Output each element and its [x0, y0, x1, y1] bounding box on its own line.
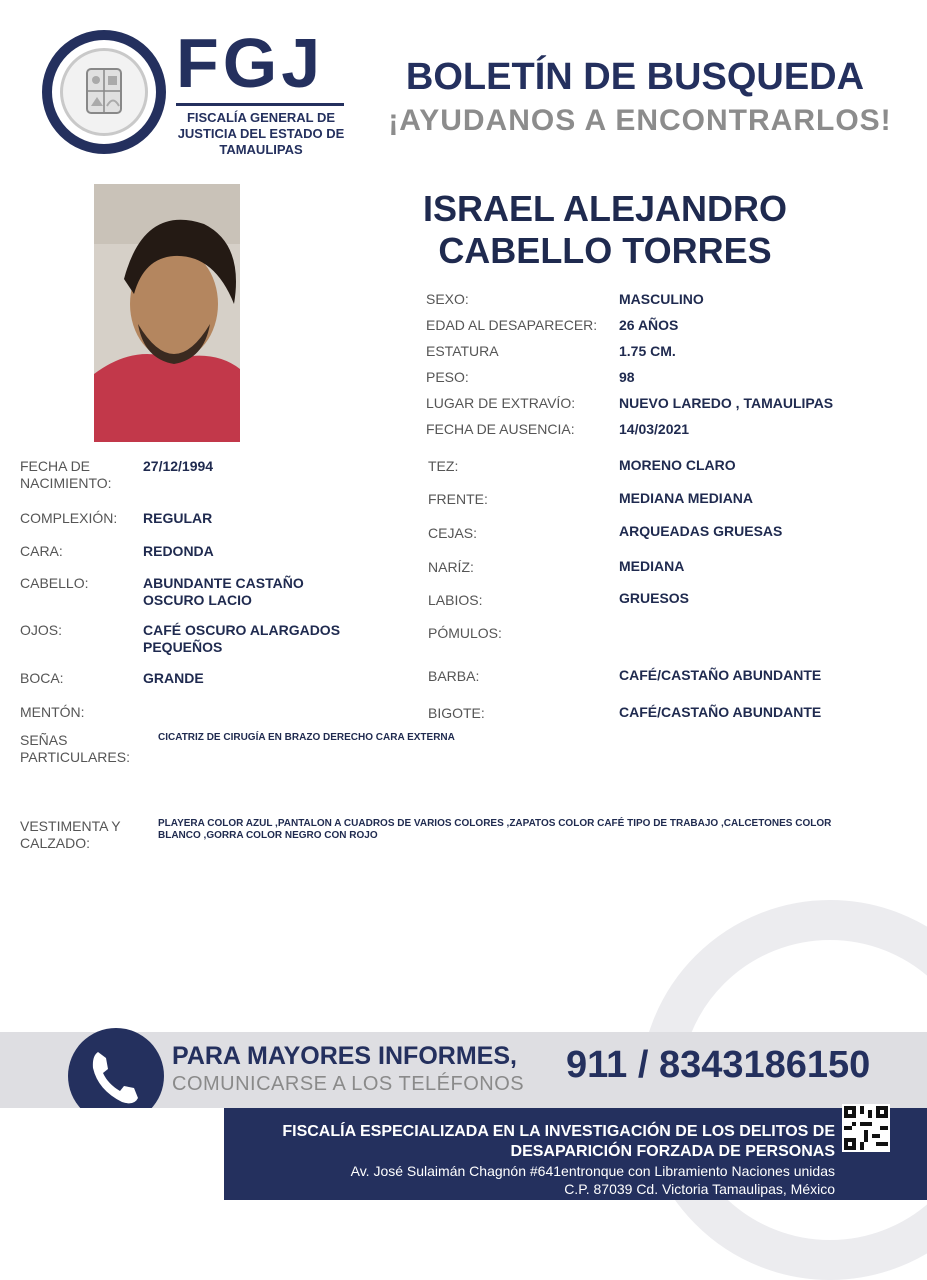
field-label-estatura: ESTATURA — [426, 343, 499, 359]
field-value-nariz: MEDIANA — [619, 558, 685, 574]
agency-address — [351, 1162, 835, 1198]
field-label-edad: EDAD AL DESAPARECER: — [426, 317, 598, 333]
field-label-fecha-ausencia: FECHA DE AUSENCIA: — [426, 421, 575, 437]
field-label-ojos: OJOS: — [20, 622, 63, 638]
field-label-frente: FRENTE: — [428, 491, 488, 507]
page-title: BOLETÍN DE BUSQUEDA — [405, 56, 865, 98]
person-name — [400, 188, 810, 272]
missing-person-photo — [94, 184, 240, 442]
fgj-logo-subtitle: FISCALÍA GENERAL DE JUSTICIA DEL ESTADO DE TAMAULIPAS — [177, 110, 345, 157]
agency-name-line1: FISCALÍA ESPECIALIZADA EN LA INVESTIGACIÓN DE LOS DELITOS DE — [282, 1123, 835, 1140]
field-value-cara: REDONDA — [143, 543, 214, 559]
field-label-nacimiento: FECHA DE NACIMIENTO: — [20, 458, 112, 491]
field-label-nariz: NARÍZ: — [428, 559, 474, 575]
field-label-complexion: COMPLEXIÓN: — [20, 510, 118, 526]
agency-address-line1: Av. José Sulaimán Chagnón #641entronque con Libramiento Naciones unidas — [350, 1163, 835, 1179]
field-value-sexo: MASCULINO — [619, 291, 704, 307]
field-label-tez: TEZ: — [428, 458, 459, 474]
agency-name — [282, 1122, 835, 1162]
field-label-cejas: CEJAS: — [428, 525, 478, 541]
qr-code-icon[interactable] — [842, 1104, 890, 1152]
field-value-peso: 98 — [619, 369, 635, 385]
field-label-labios: LABIOS: — [428, 592, 483, 608]
page-subtitle: ¡AYUDANOS A ENCONTRARLOS! — [388, 104, 892, 137]
field-value-senas: CICATRIZ DE CIRUGÍA EN BRAZO DERECHO CARA EXTERNA — [158, 732, 455, 743]
field-label-bigote: BIGOTE: — [428, 705, 485, 721]
field-value-fecha-ausencia: 14/03/2021 — [619, 421, 690, 437]
field-value-estatura: 1.75 CM. — [619, 343, 676, 359]
field-label-cabello: CABELLO: — [20, 575, 89, 591]
tamaulipas-seal-icon — [60, 48, 148, 136]
field-value-barba: CAFÉ/CASTAÑO ABUNDANTE — [619, 667, 822, 683]
footer-left-blank — [0, 1108, 224, 1200]
field-value-cabello: ABUNDANTE CASTAÑO OSCURO LACIO — [143, 575, 304, 608]
field-label-peso: PESO: — [426, 369, 469, 385]
field-value-lugar: NUEVO LAREDO , TAMAULIPAS — [619, 395, 834, 411]
field-value-complexion: REGULAR — [143, 510, 213, 526]
field-label-vestimenta: VESTIMENTA Y CALZADO: — [20, 818, 121, 851]
agency-address-line2: C.P. 87039 Cd. Victoria Tamaulipas, México — [564, 1181, 835, 1197]
logo-divider — [176, 103, 344, 106]
field-value-ojos: CAFÉ OSCURO ALARGADOS PEQUEÑOS — [143, 622, 341, 655]
field-label-pomulos: PÓMULOS: — [428, 625, 502, 641]
field-value-boca: GRANDE — [143, 670, 204, 686]
field-label-sexo: SEXO: — [426, 291, 469, 307]
person-name-line2: CABELLO TORRES — [438, 230, 772, 271]
field-value-bigote: CAFÉ/CASTAÑO ABUNDANTE — [619, 704, 822, 720]
field-value-frente: MEDIANA MEDIANA — [619, 490, 754, 506]
field-value-cejas: ARQUEADAS GRUESAS — [619, 523, 783, 539]
contact-heading: PARA MAYORES INFORMES, — [172, 1042, 517, 1070]
contact-subheading: COMUNICARSE A LOS TELÉFONOS — [172, 1073, 525, 1095]
agency-name-line2: DESAPARICIÓN FORZADA DE PERSONAS — [510, 1143, 835, 1160]
field-label-boca: BOCA: — [20, 670, 64, 686]
field-label-barba: BARBA: — [428, 668, 480, 684]
field-value-edad: 26 AÑOS — [619, 317, 679, 333]
field-label-lugar: LUGAR DE EXTRAVÍO: — [426, 395, 576, 411]
person-name-line1: ISRAEL ALEJANDRO — [422, 188, 788, 229]
field-value-vestimenta: PLAYERA COLOR AZUL ,PANTALON A CUADROS DE VARIOS COLORES ,ZAPATOS COLOR CAFÉ TIPO DE TRABAJO ,CALCETONES COLOR BLANCO ,GORRA COLOR NEGRO CON ROJO — [158, 818, 832, 841]
field-value-nacimiento: 27/12/1994 — [143, 458, 214, 474]
field-label-cara: CARA: — [20, 543, 63, 559]
field-label-senas: SEÑAS PARTICULARES: — [20, 732, 130, 765]
field-label-menton: MENTÓN: — [20, 704, 85, 720]
field-value-tez: MORENO CLARO — [619, 457, 736, 473]
fgj-logo-text: FGJ — [176, 24, 325, 102]
contact-phone-number[interactable]: 911 / 8343186150 — [566, 1044, 871, 1086]
field-value-labios: GRUESOS — [619, 590, 690, 606]
